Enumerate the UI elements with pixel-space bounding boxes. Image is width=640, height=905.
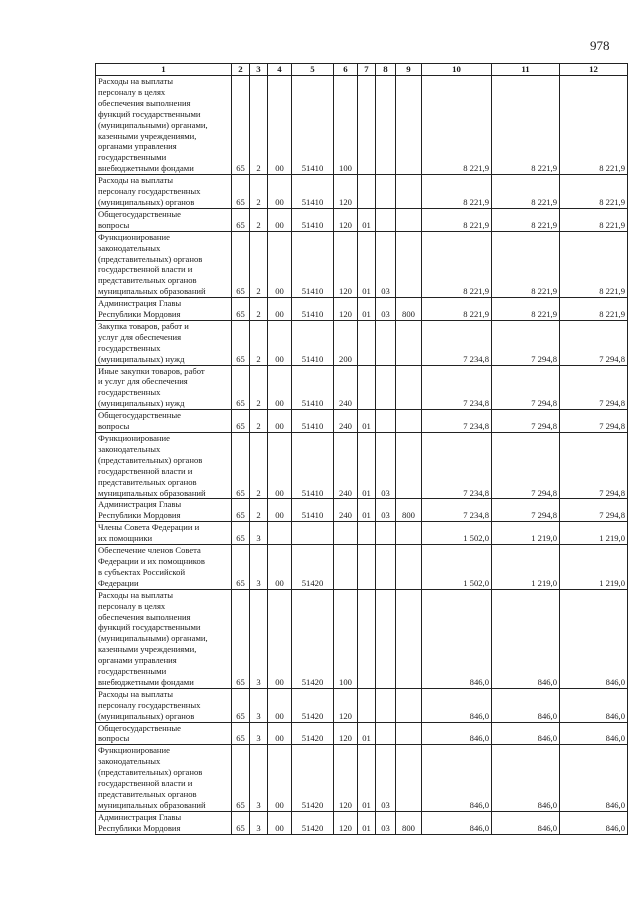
cell-col-5: 51410	[292, 410, 334, 433]
cell-col-12: 7 294,8	[560, 365, 628, 410]
cell-col-12: 7 294,8	[560, 410, 628, 433]
cell-col-11: 7 294,8	[492, 320, 560, 365]
cell-col-2: 65	[232, 811, 250, 834]
cell-col-12: 846,0	[560, 688, 628, 722]
row-name-cell: Иные закупки товаров, работ и услуг для обеспечения государственных (муниципальных) нужд	[96, 365, 232, 410]
column-header: 4	[268, 64, 292, 76]
cell-col-6: 120	[334, 208, 358, 231]
cell-col-9	[396, 745, 422, 811]
cell-col-3: 3	[250, 522, 268, 545]
cell-col-3: 2	[250, 433, 268, 499]
row-name-cell: Функционирование законодательных (представительных) органов государственной власти и представительных органов муниципальных образований	[96, 231, 232, 297]
cell-col-3: 2	[250, 231, 268, 297]
cell-col-3: 3	[250, 589, 268, 688]
cell-col-12: 1 219,0	[560, 545, 628, 590]
cell-col-11: 8 221,9	[492, 231, 560, 297]
cell-col-2: 65	[232, 320, 250, 365]
cell-col-3: 2	[250, 320, 268, 365]
cell-col-7: 01	[358, 433, 376, 499]
cell-col-3: 3	[250, 811, 268, 834]
cell-col-2: 65	[232, 298, 250, 321]
cell-col-7	[358, 320, 376, 365]
cell-col-6: 240	[334, 365, 358, 410]
cell-col-9	[396, 545, 422, 590]
cell-col-8: 03	[376, 745, 396, 811]
column-header: 2	[232, 64, 250, 76]
table-row	[96, 589, 628, 688]
cell-col-5: 51410	[292, 433, 334, 499]
row-name-cell: Общегосударственные вопросы	[96, 208, 232, 231]
table-row	[96, 499, 628, 522]
cell-col-11: 1 219,0	[492, 522, 560, 545]
cell-col-8: 03	[376, 231, 396, 297]
cell-col-2: 65	[232, 499, 250, 522]
cell-col-5: 51410	[292, 175, 334, 209]
cell-col-6: 120	[334, 722, 358, 745]
cell-col-8: 03	[376, 298, 396, 321]
cell-col-2: 65	[232, 688, 250, 722]
cell-col-7	[358, 76, 376, 175]
cell-col-8	[376, 76, 396, 175]
cell-col-4: 00	[268, 722, 292, 745]
table-row	[96, 175, 628, 209]
cell-col-7: 01	[358, 745, 376, 811]
cell-col-9	[396, 688, 422, 722]
cell-col-11: 7 294,8	[492, 433, 560, 499]
cell-col-10: 1 502,0	[422, 522, 492, 545]
cell-col-3: 2	[250, 208, 268, 231]
cell-col-9	[396, 410, 422, 433]
cell-col-10: 846,0	[422, 811, 492, 834]
cell-col-11: 8 221,9	[492, 298, 560, 321]
cell-col-8	[376, 688, 396, 722]
cell-col-2: 65	[232, 231, 250, 297]
cell-col-5: 51420	[292, 589, 334, 688]
cell-col-2: 65	[232, 76, 250, 175]
row-name-cell: Расходы на выплаты персоналу в целях обеспечения выполнения функций государственными (муниципальными) органами, казенными учреждениями, органами управления государственными внебюджетными фондами	[96, 589, 232, 688]
cell-col-2: 65	[232, 522, 250, 545]
cell-col-3: 3	[250, 722, 268, 745]
table-row	[96, 811, 628, 834]
cell-col-11: 1 219,0	[492, 545, 560, 590]
cell-col-12: 7 294,8	[560, 320, 628, 365]
cell-col-6: 120	[334, 811, 358, 834]
cell-col-8	[376, 175, 396, 209]
column-header: 10	[422, 64, 492, 76]
cell-col-10: 846,0	[422, 688, 492, 722]
cell-col-4: 00	[268, 545, 292, 590]
row-name-cell: Администрация Главы Республики Мордовия	[96, 811, 232, 834]
cell-col-10: 8 221,9	[422, 208, 492, 231]
cell-col-7	[358, 545, 376, 590]
cell-col-7: 01	[358, 499, 376, 522]
column-header: 3	[250, 64, 268, 76]
cell-col-9	[396, 175, 422, 209]
cell-col-4: 00	[268, 745, 292, 811]
table-row	[96, 410, 628, 433]
cell-col-3: 2	[250, 499, 268, 522]
cell-col-5: 51420	[292, 545, 334, 590]
table-row	[96, 298, 628, 321]
cell-col-12: 8 221,9	[560, 76, 628, 175]
cell-col-8: 03	[376, 433, 396, 499]
cell-col-5: 51410	[292, 208, 334, 231]
cell-col-4: 00	[268, 365, 292, 410]
cell-col-2: 65	[232, 208, 250, 231]
table-row	[96, 745, 628, 811]
cell-col-7: 01	[358, 811, 376, 834]
cell-col-9	[396, 522, 422, 545]
table-row	[96, 522, 628, 545]
row-name-cell: Администрация Главы Республики Мордовия	[96, 499, 232, 522]
row-name-cell: Функционирование законодательных (представительных) органов государственной власти и представительных органов муниципальных образований	[96, 433, 232, 499]
cell-col-10: 8 221,9	[422, 231, 492, 297]
cell-col-10: 7 234,8	[422, 410, 492, 433]
cell-col-4: 00	[268, 433, 292, 499]
cell-col-4: 00	[268, 208, 292, 231]
cell-col-6: 240	[334, 433, 358, 499]
cell-col-3: 2	[250, 410, 268, 433]
cell-col-10: 1 502,0	[422, 545, 492, 590]
table-row	[96, 722, 628, 745]
cell-col-4: 00	[268, 298, 292, 321]
cell-col-4: 00	[268, 231, 292, 297]
cell-col-8	[376, 320, 396, 365]
cell-col-6: 240	[334, 499, 358, 522]
cell-col-5: 51410	[292, 320, 334, 365]
cell-col-12: 1 219,0	[560, 522, 628, 545]
cell-col-10: 7 234,8	[422, 365, 492, 410]
cell-col-2: 65	[232, 745, 250, 811]
cell-col-10: 846,0	[422, 745, 492, 811]
cell-col-5: 51420	[292, 688, 334, 722]
row-name-cell: Закупка товаров, работ и услуг для обеспечения государственных (муниципальных) нужд	[96, 320, 232, 365]
table-row	[96, 433, 628, 499]
table-row	[96, 545, 628, 590]
column-header: 11	[492, 64, 560, 76]
cell-col-5: 51420	[292, 811, 334, 834]
cell-col-6: 100	[334, 589, 358, 688]
table-header-row	[96, 64, 628, 76]
row-name-cell: Функционирование законодательных (представительных) органов государственной власти и представительных органов муниципальных образований	[96, 745, 232, 811]
cell-col-7: 01	[358, 298, 376, 321]
cell-col-4: 00	[268, 811, 292, 834]
cell-col-9	[396, 722, 422, 745]
cell-col-4: 00	[268, 320, 292, 365]
cell-col-8	[376, 522, 396, 545]
cell-col-5: 51410	[292, 298, 334, 321]
cell-col-8	[376, 365, 396, 410]
cell-col-12: 8 221,9	[560, 175, 628, 209]
cell-col-5: 51410	[292, 76, 334, 175]
cell-col-9	[396, 433, 422, 499]
cell-col-10: 8 221,9	[422, 76, 492, 175]
cell-col-11: 846,0	[492, 722, 560, 745]
cell-col-12: 7 294,8	[560, 433, 628, 499]
cell-col-9	[396, 76, 422, 175]
table-row	[96, 688, 628, 722]
cell-col-12: 8 221,9	[560, 231, 628, 297]
cell-col-11: 8 221,9	[492, 76, 560, 175]
budget-table	[95, 63, 628, 835]
cell-col-7	[358, 365, 376, 410]
cell-col-8	[376, 545, 396, 590]
cell-col-11: 846,0	[492, 811, 560, 834]
cell-col-4: 00	[268, 589, 292, 688]
row-name-cell: Члены Совета Федерации и их помощники	[96, 522, 232, 545]
cell-col-7	[358, 589, 376, 688]
cell-col-7	[358, 175, 376, 209]
cell-col-6: 100	[334, 76, 358, 175]
cell-col-9: 800	[396, 298, 422, 321]
cell-col-8	[376, 208, 396, 231]
cell-col-7: 01	[358, 410, 376, 433]
cell-col-3: 3	[250, 745, 268, 811]
cell-col-9	[396, 208, 422, 231]
cell-col-10: 846,0	[422, 722, 492, 745]
cell-col-4	[268, 522, 292, 545]
cell-col-12: 846,0	[560, 722, 628, 745]
cell-col-11: 7 294,8	[492, 365, 560, 410]
cell-col-11: 7 294,8	[492, 499, 560, 522]
table-row	[96, 365, 628, 410]
cell-col-10: 8 221,9	[422, 298, 492, 321]
cell-col-4: 00	[268, 76, 292, 175]
cell-col-6	[334, 522, 358, 545]
cell-col-7: 01	[358, 231, 376, 297]
cell-col-12: 846,0	[560, 811, 628, 834]
cell-col-4: 00	[268, 175, 292, 209]
cell-col-9	[396, 589, 422, 688]
table-row	[96, 76, 628, 175]
cell-col-11: 7 294,8	[492, 410, 560, 433]
cell-col-9	[396, 365, 422, 410]
cell-col-2: 65	[232, 722, 250, 745]
cell-col-12: 846,0	[560, 745, 628, 811]
cell-col-2: 65	[232, 175, 250, 209]
cell-col-6: 120	[334, 745, 358, 811]
cell-col-9: 800	[396, 811, 422, 834]
cell-col-3: 2	[250, 76, 268, 175]
column-header: 9	[396, 64, 422, 76]
cell-col-5: 51420	[292, 745, 334, 811]
cell-col-12: 846,0	[560, 589, 628, 688]
cell-col-8	[376, 722, 396, 745]
column-header: 7	[358, 64, 376, 76]
table-row	[96, 320, 628, 365]
cell-col-6: 200	[334, 320, 358, 365]
cell-col-3: 2	[250, 298, 268, 321]
cell-col-6: 240	[334, 410, 358, 433]
cell-col-6: 120	[334, 231, 358, 297]
cell-col-4: 00	[268, 688, 292, 722]
cell-col-9	[396, 231, 422, 297]
cell-col-2: 65	[232, 365, 250, 410]
table-row	[96, 208, 628, 231]
row-name-cell: Общегосударственные вопросы	[96, 722, 232, 745]
cell-col-3: 3	[250, 688, 268, 722]
cell-col-8	[376, 589, 396, 688]
cell-col-2: 65	[232, 545, 250, 590]
cell-col-10: 846,0	[422, 589, 492, 688]
cell-col-10: 7 234,8	[422, 433, 492, 499]
row-name-cell: Расходы на выплаты персоналу государственных (муниципальных) органов	[96, 175, 232, 209]
cell-col-11: 8 221,9	[492, 175, 560, 209]
cell-col-6: 120	[334, 298, 358, 321]
column-header: 12	[560, 64, 628, 76]
column-header: 1	[96, 64, 232, 76]
cell-col-6	[334, 545, 358, 590]
cell-col-5: 51420	[292, 722, 334, 745]
cell-col-10: 8 221,9	[422, 175, 492, 209]
cell-col-11: 846,0	[492, 589, 560, 688]
cell-col-7	[358, 688, 376, 722]
column-header: 8	[376, 64, 396, 76]
cell-col-7: 01	[358, 722, 376, 745]
column-header: 6	[334, 64, 358, 76]
cell-col-6: 120	[334, 175, 358, 209]
row-name-cell: Обеспечение членов Совета Федерации и их помощников в субъектах Российской Федерации	[96, 545, 232, 590]
cell-col-5: 51410	[292, 231, 334, 297]
cell-col-2: 65	[232, 589, 250, 688]
cell-col-12: 8 221,9	[560, 208, 628, 231]
cell-col-11: 8 221,9	[492, 208, 560, 231]
cell-col-8: 03	[376, 499, 396, 522]
cell-col-6: 120	[334, 688, 358, 722]
cell-col-8	[376, 410, 396, 433]
cell-col-8: 03	[376, 811, 396, 834]
cell-col-2: 65	[232, 433, 250, 499]
cell-col-4: 00	[268, 499, 292, 522]
cell-col-10: 7 234,8	[422, 499, 492, 522]
row-name-cell: Общегосударственные вопросы	[96, 410, 232, 433]
cell-col-3: 2	[250, 175, 268, 209]
page-number: 978	[590, 38, 610, 53]
cell-col-7	[358, 522, 376, 545]
column-header: 5	[292, 64, 334, 76]
cell-col-3: 3	[250, 545, 268, 590]
cell-col-4: 00	[268, 410, 292, 433]
cell-col-11: 846,0	[492, 688, 560, 722]
cell-col-5: 51410	[292, 365, 334, 410]
row-name-cell: Расходы на выплаты персоналу государственных (муниципальных) органов	[96, 688, 232, 722]
cell-col-5: 51410	[292, 499, 334, 522]
cell-col-12: 8 221,9	[560, 298, 628, 321]
cell-col-3: 2	[250, 365, 268, 410]
table-row	[96, 231, 628, 297]
cell-col-12: 7 294,8	[560, 499, 628, 522]
cell-col-7: 01	[358, 208, 376, 231]
cell-col-5	[292, 522, 334, 545]
cell-col-9	[396, 320, 422, 365]
row-name-cell: Администрация Главы Республики Мордовия	[96, 298, 232, 321]
cell-col-11: 846,0	[492, 745, 560, 811]
row-name-cell: Расходы на выплаты персоналу в целях обеспечения выполнения функций государственными (муниципальными) органами, казенными учреждениями, органами управления государственными внебюджетными фондами	[96, 76, 232, 175]
cell-col-9: 800	[396, 499, 422, 522]
cell-col-2: 65	[232, 410, 250, 433]
cell-col-10: 7 234,8	[422, 320, 492, 365]
